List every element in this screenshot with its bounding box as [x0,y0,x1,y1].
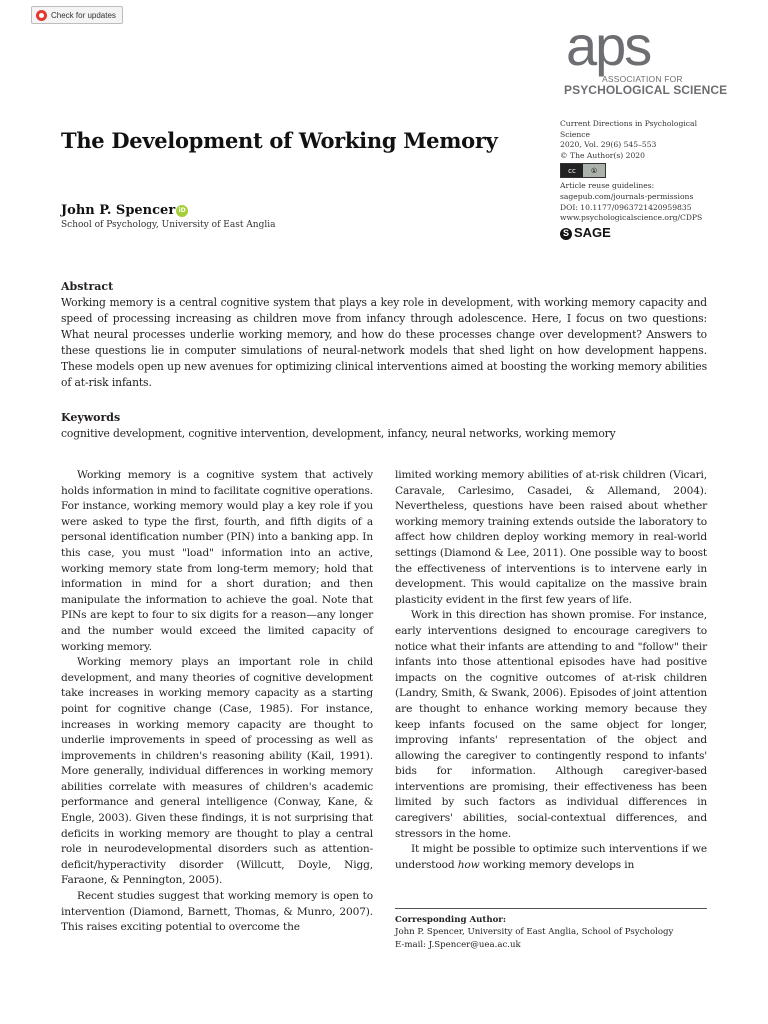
aps-logo-line1: ASSOCIATION FOR [602,74,683,84]
body-column-right [395,468,707,873]
footnote-heading: Corresponding Author: [395,915,507,925]
author-name-line [61,203,188,218]
footnote-email[interactable]: E-mail: J.Spencer@uea.ac.uk [395,939,521,950]
body-text: It might be possible to optimize such interventions if we understood [395,843,707,871]
keywords-text: cognitive development, cognitive intervention, development, infancy, neural networks, working memory [61,427,616,440]
journal-meta [560,119,710,240]
check-for-updates-button[interactable] [31,6,123,24]
abstract-heading: Abstract [61,280,114,293]
sage-logo [560,225,710,241]
body-paragraph: Work in this direction has shown promise. For instance, early interventions designed to encourage caregivers to notice what their infants are attending to and "follow" their infants into those attentional episodes have had positive impacts on the cognitive outcomes of at-risk children (Landry, Smith, & Swank, 2006). Episodes of joint attention are thought to enhance working memory because they keep infants focused on the same object for longer, improving infants' representation of the object and allowing the caregiver to contingently respond to infants' bids for information. Although caregiver-based interventions are promising, their effectiveness has been limited by such factors as individual differences in caregivers' abilities, social-contextual differences, and stressors in the home. [395,609,707,840]
reuse-label: Article reuse guidelines: [560,181,655,191]
body-paragraph: limited working memory abilities of at-risk children (Vicari, Caravale, Carlesimo, Casadei, & Allemand, 2004). Nevertheless, questions have been raised about whether working memory training extends outside the laboratory to affect how children deploy working memory in real-world settings (Diamond & Lee, 2011). One possible way to boost the effectiveness of interventions is to intervene early in development. This would capitalize on the massive brain plasticity evident in the first few years of life. [395,469,707,606]
journal-name: Current Directions in Psychological Science [560,119,697,139]
cc-by-icon: ① [583,164,605,177]
emphasis-text: how [457,858,480,871]
check-for-updates-label: Check for updates [51,10,116,20]
author-affiliation: School of Psychology, University of East Anglia [61,220,276,230]
corresponding-author-footnote [395,914,715,951]
footnote-divider [395,908,707,909]
orcid-icon[interactable]: iD [176,205,188,217]
body-paragraph: Working memory is a cognitive system that actively holds information in mind to facilitate cognitive operations. For instance, working memory would play a key role if you were asked to type the first, fourth, and fifth digits of a personal identification number (PIN) into a banking app. In this case, you must "load" information into an active, working memory state from long-term memory; hold that information in mind for a short duration; and then manipulate the information to achieve the goal. Note that PINs are kept to four to six digits for a reason—any longer and the number would exceed the limited capacity of working memory. [61,469,373,653]
abstract-text: Working memory is a central cognitive system that plays a key role in development, with working memory capacity and speed of processing increasing as children move from infancy through adolescence. Here, I focus on two questions: What neural processes underlie working memory, and how do these processes change over development? Answers to these questions lie in computer simulations of neural-network models that shed light on how development happens. These models open up new avenues for optimizing clinical interventions aimed at boosting the working memory abilities of at-risk infants. [61,296,707,389]
footnote-author: John P. Spencer, University of East Anglia, School of Psychology [395,927,674,938]
aps-logo-word: aps [566,14,651,77]
reuse-link[interactable]: sagepub.com/journals-permissions [560,191,694,201]
body-column-left [61,468,373,936]
journal-volume: 2020, Vol. 29(6) 545–553 [560,140,657,150]
body-text: working memory develops in [479,858,635,871]
journal-copyright: © The Author(s) 2020 [560,150,645,160]
body-paragraph: Working memory plays an important role in child development, and many theories of cognitive development take increases in working memory capacity as a starting point for cognitive change (Case, 1985). For instance, increases in working memory capacity are thought to underlie improvements in speed of processing as well as improvements in children's reasoning ability (Kail, 1991). More generally, individual differences in working memory abilities correlate with measures of children's academic performance and general intelligence (Conway, Kane, & Engle, 2003). Given these findings, it is not surprising that deficits in working memory are thought to play a central role in neurodevelopmental disorders such as attention-deficit/hyperactivity disorder (Willcutt, Doyle, Nigg, Faraone, & Pennington, 2005). [61,656,373,887]
journal-site-link[interactable]: www.psychologicalscience.org/CDPS [560,213,703,223]
cc-license-badge[interactable] [560,163,606,178]
crossmark-icon [36,10,47,21]
keywords-heading: Keywords [61,411,121,424]
author-name: John P. Spencer [61,203,176,218]
sage-s-icon: S [560,228,572,240]
body-paragraph: Recent studies suggest that working memory is open to intervention (Diamond, Barnett, Thomas, & Munro, 2007). This raises exciting potential to overcome the [61,890,373,934]
body-paragraph [395,842,707,873]
sage-logo-text: SAGE [574,225,611,241]
paper-title: The Development of Working Memory [61,128,498,153]
doi[interactable]: DOI: 10.1177/0963721420959835 [560,202,692,212]
cc-icon: cc [561,164,583,177]
aps-logo [564,14,728,108]
aps-logo-line2: PSYCHOLOGICAL SCIENCE [564,83,728,97]
